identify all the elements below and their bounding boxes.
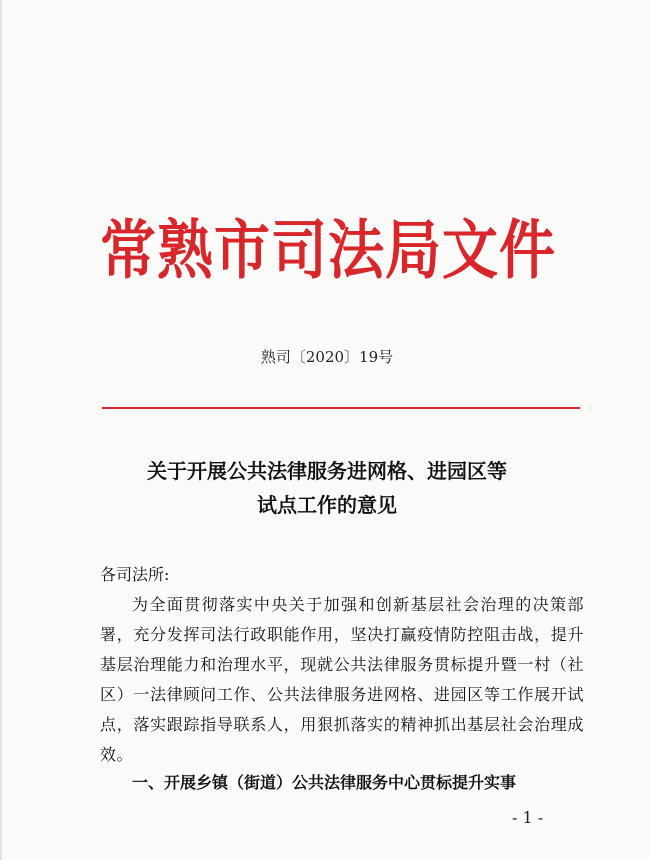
section-heading-1: 一、开展乡镇（街道）公共法律服务中心贯标提升实事 [132,773,517,792]
letterhead-title: 常熟市司法局文件 [100,212,556,289]
red-divider-line [102,407,580,409]
page-number: - 1 - [512,808,544,827]
body-paragraph: 为全面贯彻落实中央关于加强和创新基层社会治理的决策部署，充分发挥司法行政职能作用，坚决打赢疫情防控阻击战，提升基层治理能力和治理水平，现就公共法律服务贯标提升暨一村（社区）一法律顾问工作、公共法律服务进网格、进园区等工作展开试点，落实跟踪指导联系人，用狠抓落实的精神抓出基层社会治理成效。 [100,595,584,764]
document-title-line-1: 关于开展公共法律服务进网格、进园区等 [147,459,507,483]
document-title [2,454,650,522]
bleed-through-text [97,62,597,218]
document-title-line-2: 试点工作的意见 [257,493,397,517]
salutation: 各司法所: [100,565,170,584]
document-number: 熟司〔2020〕19号 [260,348,394,366]
